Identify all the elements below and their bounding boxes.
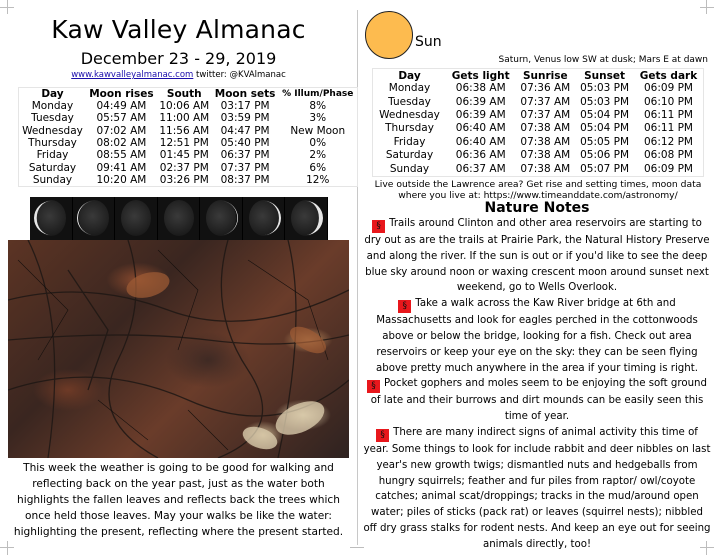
- header-cell: % Illum/Phase: [282, 89, 354, 99]
- table-cell: Tuesday: [388, 95, 431, 108]
- nature-note-text: There are many indirect signs of animal activity this time of year. Some things to look for include rabbit and deer nibbles on last year's new growth twigs; dismantled nuts and hedgeballs from hungry squirrels; feather and fur piles from raptor/ owl/coyote catches; animal scat/droppings; tracks in the mud/around open water; piles of sticks (pack rat) or leaves (squirrel nests); nibbled off dry grass stalks for rodent nests. And keep an eye out for seeing animals directly, too!: [363, 426, 711, 550]
- table-cell: 05:03 PM: [580, 82, 630, 95]
- header-cell: South: [166, 88, 202, 100]
- table-cell: 05:07 PM: [580, 162, 630, 175]
- crop-mark: [350, 547, 364, 548]
- moon-table: [18, 87, 358, 187]
- table-row: [373, 95, 704, 108]
- moon-lit-crescent: [34, 201, 51, 235]
- date-range: December 23 - 29, 2019: [80, 49, 277, 68]
- table-cell: 07:38 AM: [520, 162, 571, 175]
- table-cell: 06:36 AM: [455, 149, 506, 162]
- moon-phase-icon: [30, 197, 73, 240]
- table-row: [373, 136, 704, 149]
- table-cell: 0%: [309, 137, 327, 150]
- moon-phase-strip: [30, 197, 328, 240]
- table-row: [19, 149, 358, 161]
- crop-mark: [7, 541, 8, 555]
- table-cell: 06:09 PM: [643, 162, 693, 175]
- header-cell: Moon rises: [89, 88, 154, 100]
- table-cell: 07:38 AM: [520, 149, 571, 162]
- table-row: [373, 82, 704, 95]
- table-cell: Sunday: [389, 162, 430, 175]
- table-cell: 11:56 AM: [159, 124, 210, 137]
- moon-phase-icon: [200, 197, 243, 240]
- table-cell: Friday: [393, 135, 426, 148]
- twitter-handle: twitter: @KVAlmanac: [196, 70, 286, 80]
- table-cell: Tuesday: [31, 112, 74, 125]
- table-cell: 05:05 PM: [580, 135, 630, 148]
- table-cell: 10:06 AM: [159, 100, 210, 113]
- sun-label: Sun: [415, 34, 442, 50]
- table-cell: 05:40 PM: [220, 137, 270, 150]
- planets-note: Saturn, Venus low SW at dusk; Mars E at dawn: [498, 55, 708, 65]
- table-cell: 06:37 PM: [220, 149, 270, 162]
- sun-icon: [365, 11, 413, 59]
- table-cell: New Moon: [290, 124, 346, 137]
- table-row: [19, 161, 358, 173]
- table-cell: 06:12 PM: [643, 135, 693, 148]
- table-cell: 8%: [309, 100, 327, 113]
- nature-note: [363, 216, 711, 296]
- photo-caption: This week the weather is going to be good for walking and reflecting back on the year past, just as the water both highlights the fallen leaves and reflects back the trees which once held those leaves. May your walks be like the water: highlighting the present, reflecting where the present started.: [13, 462, 344, 538]
- table-row: [373, 162, 704, 176]
- header-cell: Gets light: [451, 69, 510, 82]
- table-row: [19, 137, 358, 149]
- table-cell: 2%: [309, 149, 327, 162]
- table-cell: 08:37 PM: [220, 173, 270, 186]
- table-row: [19, 100, 358, 112]
- branch-reflections: [8, 240, 349, 458]
- header-cell: Day: [398, 69, 421, 82]
- moon-phase-icon: [158, 197, 201, 240]
- table-cell: 06:08 PM: [643, 149, 693, 162]
- table-cell: Saturday: [385, 149, 434, 162]
- section-marker-icon: §: [372, 220, 385, 233]
- table-cell: 06:39 AM: [455, 95, 506, 108]
- table-cell: 05:04 PM: [580, 122, 630, 135]
- sun-table: [372, 68, 704, 177]
- table-cell: 06:38 AM: [455, 82, 506, 95]
- nature-note-text: Pocket gophers and moles seem to be enjoying the soft ground of late and their burrows and dirt mounds can be easily seen this time of year.: [370, 378, 707, 423]
- table-cell: 06:40 AM: [455, 122, 506, 135]
- table-cell: 09:41 AM: [96, 161, 147, 174]
- table-cell: Saturday: [28, 161, 77, 174]
- nature-note: [363, 376, 711, 425]
- crop-mark: [7, 0, 8, 14]
- table-cell: 05:06 PM: [580, 149, 630, 162]
- table-cell: Monday: [31, 100, 74, 113]
- table-cell: 6%: [309, 161, 327, 174]
- table-row: [19, 112, 358, 124]
- links-line: [0, 70, 357, 80]
- table-row: [373, 122, 704, 135]
- moon-lit-crescent: [221, 201, 238, 235]
- table-cell: 05:03 PM: [580, 95, 630, 108]
- nature-notes-title: Nature Notes: [484, 200, 590, 216]
- table-cell: 07:37 PM: [220, 161, 270, 174]
- table-cell: 05:04 PM: [580, 108, 630, 121]
- table-cell: Wednesday: [379, 108, 440, 121]
- table-cell: 07:38 AM: [520, 122, 571, 135]
- moon-lit-crescent: [77, 201, 94, 235]
- header-cell: Sunrise: [522, 69, 568, 82]
- table-cell: 06:09 PM: [643, 82, 693, 95]
- moon-table-header: [19, 88, 358, 101]
- website-link[interactable]: www.kawvalleyalmanac.com: [71, 70, 194, 80]
- table-cell: 01:45 PM: [159, 149, 209, 162]
- table-cell: Thursday: [385, 122, 434, 135]
- moon-phase-icon: [115, 197, 158, 240]
- table-cell: Thursday: [28, 137, 77, 150]
- section-marker-icon: §: [376, 429, 389, 442]
- leaves-in-water-photo: [8, 240, 349, 458]
- table-cell: 11:00 AM: [159, 112, 210, 125]
- table-cell: Monday: [388, 82, 431, 95]
- table-cell: 03:17 PM: [220, 100, 270, 113]
- table-cell: 03:59 PM: [220, 112, 270, 125]
- header-cell: Gets dark: [639, 69, 698, 82]
- nature-notes-body: [363, 216, 711, 553]
- nature-note-text: Trails around Clinton and other area reservoirs are starting to dry out as are the trails at Prairie Park, the Natural History Preserve and along the river. If the sun is out or if you'd like to see the deep blue sky around noon or waxing crescent moon around sunset next weekend, go to Wells Overlook.: [364, 218, 710, 294]
- table-cell: 07:36 AM: [520, 82, 571, 95]
- table-cell: 06:39 AM: [455, 108, 506, 121]
- sun-table-header: [373, 69, 704, 83]
- table-cell: 06:10 PM: [643, 95, 693, 108]
- table-cell: 05:57 AM: [96, 112, 147, 125]
- crop-mark: [706, 0, 707, 14]
- table-row: [19, 125, 358, 137]
- table-cell: 10:20 AM: [96, 173, 147, 186]
- table-cell: 03:26 PM: [159, 173, 209, 186]
- table-cell: 12%: [306, 173, 330, 186]
- nature-note: [363, 425, 711, 553]
- crop-mark: [700, 7, 714, 8]
- table-row: [373, 149, 704, 162]
- outside-area-note: Live outside the Lawrence area? Get rise and setting times, moon data where you live at: https://www.timeanddate.com/astronomy/: [374, 179, 702, 201]
- table-row: [373, 109, 704, 122]
- moon-phase-icon: [243, 197, 286, 240]
- table-cell: 08:02 AM: [96, 137, 147, 150]
- moon-phase-icon: [73, 197, 116, 240]
- table-cell: Wednesday: [22, 124, 83, 137]
- table-cell: 07:02 AM: [96, 124, 147, 137]
- table-row: [19, 174, 358, 187]
- section-marker-icon: §: [398, 300, 411, 313]
- moon-lit-crescent: [264, 201, 281, 235]
- table-cell: 12:51 PM: [159, 137, 209, 150]
- table-cell: 04:49 AM: [96, 100, 147, 113]
- table-cell: 06:11 PM: [643, 108, 693, 121]
- table-cell: 08:55 AM: [96, 149, 147, 162]
- almanac-title: Kaw Valley Almanac: [51, 15, 306, 44]
- nature-note-text: Take a walk across the Kaw River bridge at 6th and Massachusetts and look for eagles perched in the cottonwoods above or below the bridge, looking for a fish. Check out area reservoirs or keep your eye on the sky: they can be seen flying above pretty much anywhere in the area if your timing is right.: [376, 298, 698, 374]
- nature-note: [363, 296, 711, 376]
- section-marker-icon: §: [367, 380, 380, 393]
- moon-lit-crescent: [306, 201, 323, 235]
- header-cell: Sunset: [584, 69, 626, 82]
- moon-phase-icon: [285, 197, 328, 240]
- table-cell: Friday: [36, 149, 69, 162]
- table-cell: 02:37 PM: [159, 161, 209, 174]
- header-cell: Day: [41, 88, 64, 100]
- table-cell: 07:37 AM: [520, 108, 571, 121]
- table-cell: 06:11 PM: [643, 122, 693, 135]
- table-cell: 07:38 AM: [520, 135, 571, 148]
- table-cell: Sunday: [32, 173, 73, 186]
- table-cell: 3%: [309, 112, 327, 125]
- table-cell: 06:37 AM: [455, 162, 506, 175]
- table-cell: 04:47 PM: [220, 124, 270, 137]
- table-cell: 06:40 AM: [455, 135, 506, 148]
- header-cell: Moon sets: [214, 88, 276, 100]
- table-cell: 07:37 AM: [520, 95, 571, 108]
